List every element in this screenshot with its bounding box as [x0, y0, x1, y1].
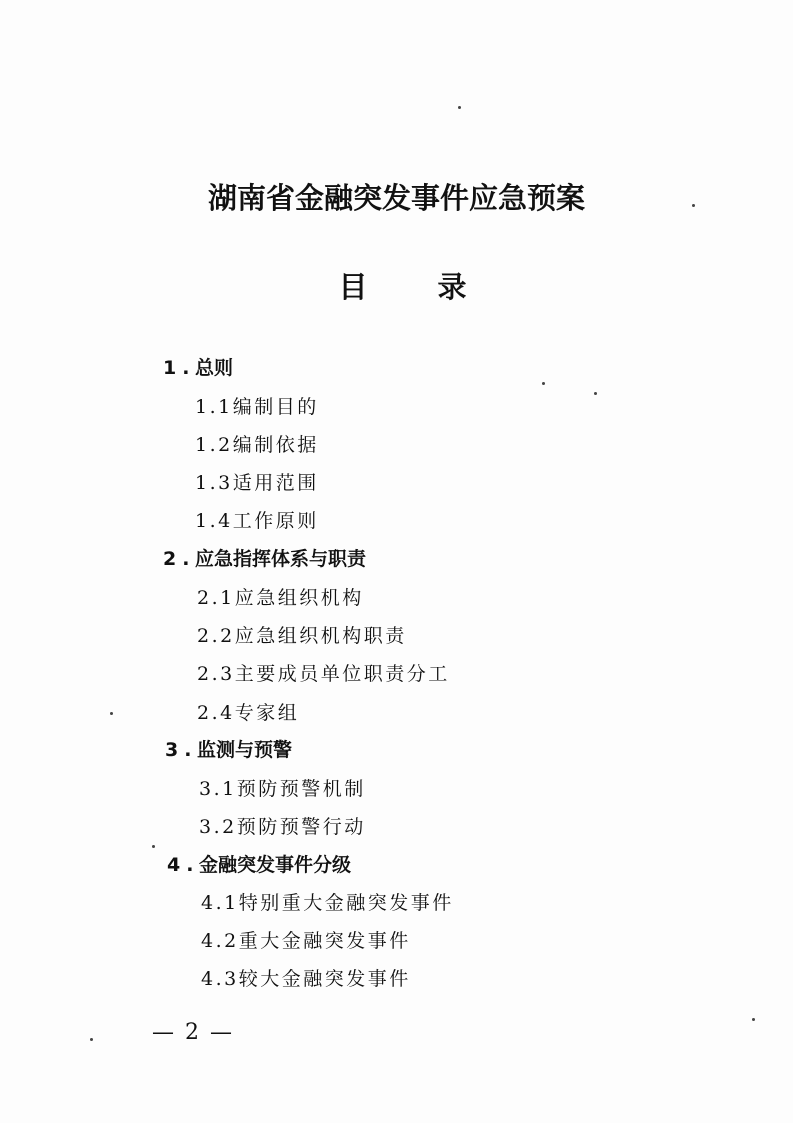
- toc-text: 重大金融突发事件: [238, 930, 411, 952]
- toc-text: 总则: [195, 357, 234, 379]
- toc-text: 编制目的: [232, 396, 319, 418]
- toc-text: 应急组织机构职责: [234, 625, 407, 647]
- toc-number: 4.2: [201, 930, 239, 952]
- toc-number: 2.4: [197, 702, 235, 724]
- toc-text: 预防预警行动: [236, 816, 366, 838]
- toc-section-2: [163, 547, 366, 571]
- toc-number: 3.: [165, 739, 198, 761]
- toc-item-2-4: [197, 701, 299, 725]
- document-title: 湖南省金融突发事件应急预案: [207, 181, 585, 215]
- toc-item-4-2: [201, 929, 411, 953]
- toc-item-3-2: [199, 815, 366, 839]
- toc-number: 4.: [167, 854, 200, 876]
- toc-item-2-1: [197, 586, 364, 610]
- scan-speck: [152, 845, 155, 848]
- toc-number: 1.2: [195, 434, 233, 456]
- toc-item-3-1: [199, 777, 366, 801]
- toc-text: 应急指挥体系与职责: [195, 548, 367, 570]
- toc-number: 3.2: [199, 816, 237, 838]
- toc-item-1-3: [195, 471, 319, 495]
- toc-item-1-2: [195, 433, 319, 457]
- toc-number: 3.1: [199, 778, 237, 800]
- toc-number: 1.: [163, 357, 196, 379]
- toc-section-3: [165, 738, 292, 762]
- toc-item-4-3: [201, 967, 411, 991]
- toc-text: 金融突发事件分级: [199, 854, 352, 876]
- toc-number: 4.3: [201, 968, 239, 990]
- toc-number: 2.3: [197, 663, 235, 685]
- toc-section-4: [167, 853, 351, 877]
- toc-text: 主要成员单位职责分工: [234, 663, 450, 685]
- scan-speck: [110, 712, 113, 715]
- scan-speck: [594, 392, 597, 395]
- toc-section-1: [163, 356, 233, 380]
- toc-text: 应急组织机构: [234, 587, 364, 609]
- toc-item-1-1: [195, 395, 319, 419]
- toc-item-2-3: [197, 662, 450, 686]
- scan-speck: [542, 382, 545, 385]
- toc-item-4-1: [201, 891, 454, 915]
- toc-text: 监测与预警: [197, 739, 293, 761]
- toc-item-2-2: [197, 624, 407, 648]
- toc-number: 1.4: [195, 510, 233, 532]
- scan-speck: [692, 204, 695, 207]
- toc-text: 预防预警机制: [236, 778, 366, 800]
- toc-number: 2.1: [197, 587, 235, 609]
- toc-number: 2.: [163, 548, 196, 570]
- toc-text: 特别重大金融突发事件: [238, 892, 454, 914]
- scan-speck: [90, 1038, 93, 1041]
- toc-text: 较大金融突发事件: [238, 968, 411, 990]
- toc-number: 1.1: [195, 396, 233, 418]
- toc-number: 1.3: [195, 472, 233, 494]
- toc-text: 适用范围: [232, 472, 319, 494]
- scan-speck: [458, 106, 461, 109]
- scan-speck: [752, 1018, 755, 1021]
- toc-number: 2.2: [197, 625, 235, 647]
- toc-heading: 目 录: [338, 270, 497, 304]
- toc-text: 专家组: [234, 702, 300, 724]
- page-number: — 2 —: [152, 1020, 234, 1045]
- toc-number: 4.1: [201, 892, 239, 914]
- toc-text: 编制依据: [232, 434, 319, 456]
- toc-text: 工作原则: [232, 510, 319, 532]
- toc-item-1-4: [195, 509, 319, 533]
